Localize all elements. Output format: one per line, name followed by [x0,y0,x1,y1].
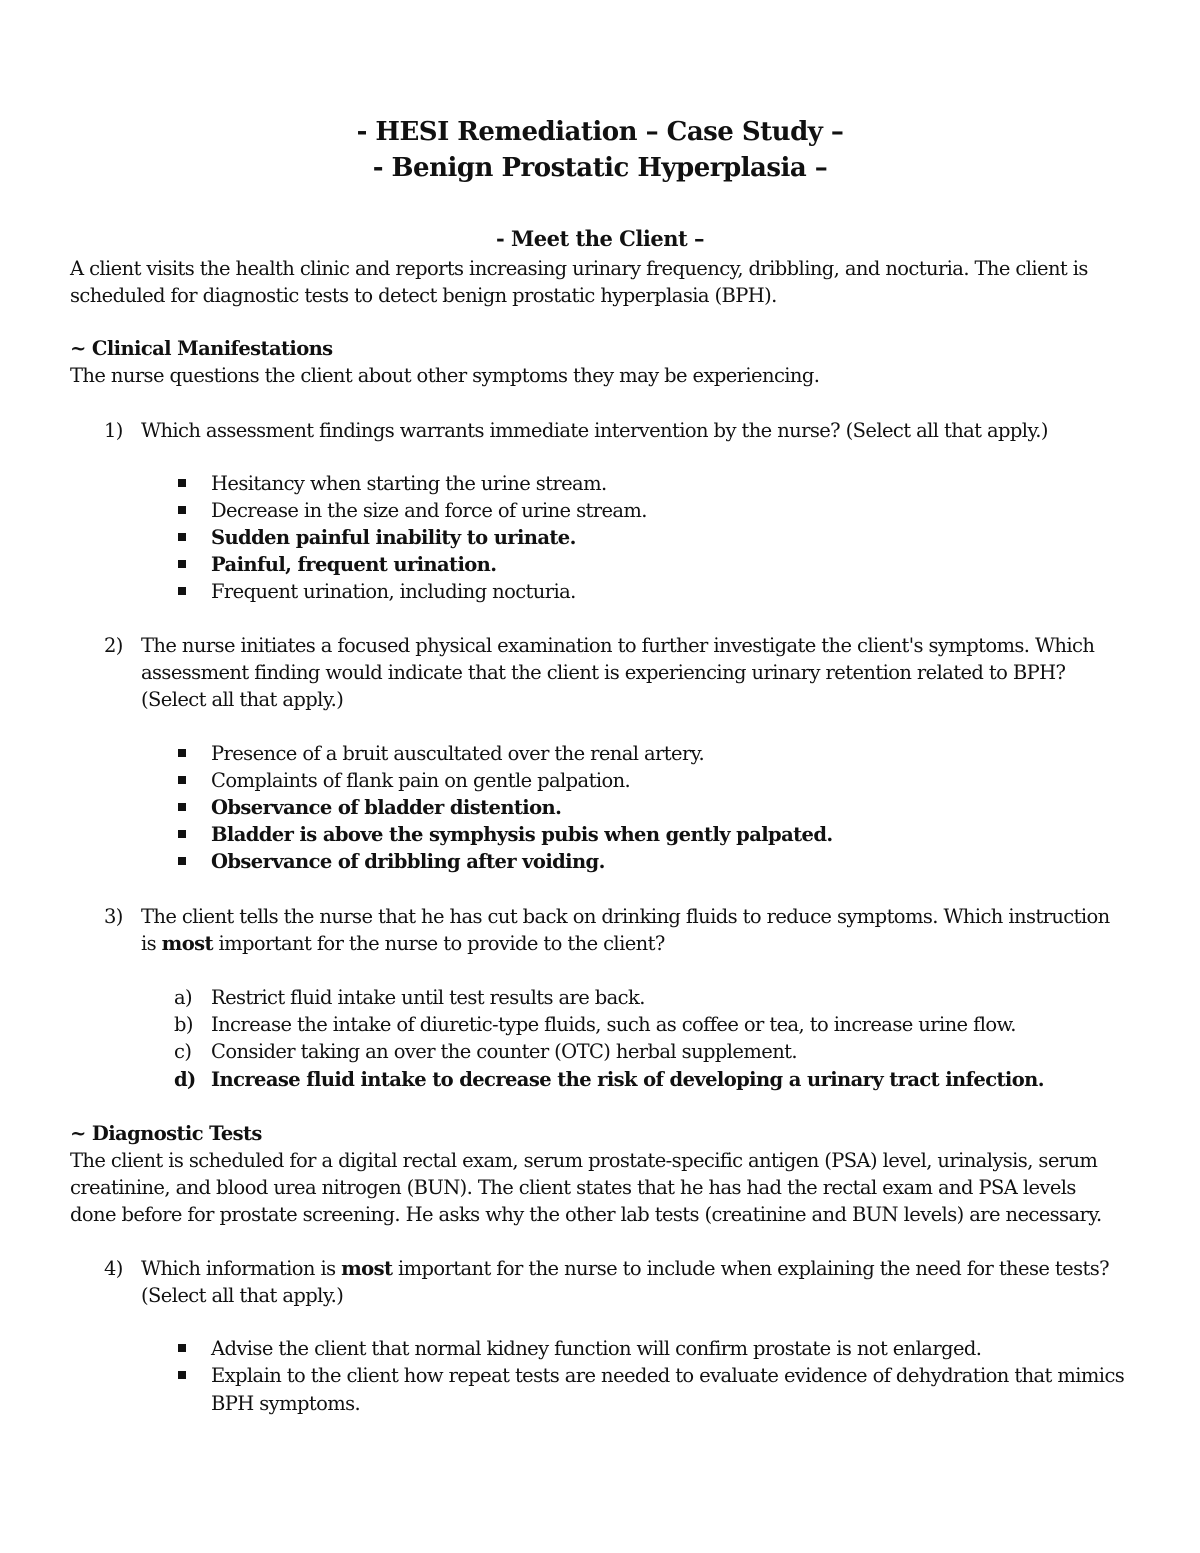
bullet-icon [178,1371,186,1379]
q3-option: Restrict fluid intake until test results are back. [211,986,645,1009]
question-3-text-line-1: The client tells the nurse that he has cut back on drinking fluids to reduce symptoms. Which instruction [141,905,1110,928]
diagnostic-text-line-3: done before for prostate screening. He asks why the other lab tests (creatinine and BUN levels) are necessary. [70,1203,1102,1226]
bullet-icon [178,506,186,514]
q4-option: Explain to the client how repeat tests are needed to evaluate evidence of dehydration that mimics [211,1364,1125,1387]
q3-option-letter-correct: d) [174,1068,196,1091]
q3-option-correct: Increase fluid intake to decrease the risk of developing a urinary tract infection. [211,1068,1044,1091]
bullet-icon [178,749,186,757]
q2-option-correct: Observance of dribbling after voiding. [211,850,605,873]
q1-option: Decrease in the size and force of urine stream. [211,499,647,522]
q2-option: Complaints of flank pain on gentle palpation. [211,769,631,792]
bullet-icon [178,479,186,487]
meet-the-client-heading: - Meet the Client – [496,226,704,251]
bullet-icon [178,803,186,811]
question-2-text-line-3: (Select all that apply.) [141,688,344,711]
bullet-icon [178,533,186,541]
q3-line2-pre: is [141,932,162,955]
diagnostic-text-line-2: creatinine, and blood urea nitrogen (BUN). The client states that he has had the rectal exam and PSA levels [70,1176,1076,1199]
bullet-icon [178,587,186,595]
meet-paragraph-line-2: scheduled for diagnostic tests to detect benign prostatic hyperplasia (BPH). [70,284,777,307]
question-1-number: 1) [104,419,123,442]
q3-option: Consider taking an over the counter (OTC) herbal supplement. [211,1040,797,1063]
question-3-text-line-2 [141,931,665,957]
q3-option-letter: a) [174,986,193,1009]
question-4-text-line-1 [141,1256,1109,1282]
diagnostic-text-line-1: The client is scheduled for a digital rectal exam, serum prostate-specific antigen (PSA) level, urinalysis, serum [70,1149,1098,1172]
clinical-manifestations-heading: ~ Clinical Manifestations [70,337,333,360]
question-1-text: Which assessment findings warrants immediate intervention by the nurse? (Select all that apply.) [141,419,1048,442]
q3-option: Increase the intake of diuretic-type fluids, such as coffee or tea, to increase urine flow. [211,1013,1016,1036]
q3-emphasis-most: most [161,932,213,955]
bullet-icon [178,857,186,865]
q1-option: Frequent urination, including nocturia. [211,580,576,603]
question-3-number: 3) [104,905,123,928]
q3-option-letter: b) [174,1013,193,1036]
bullet-icon [178,830,186,838]
question-2-text-line-2: assessment finding would indicate that the client is experiencing urinary retention related to BPH? [141,661,1066,684]
bullet-icon [178,560,186,568]
q2-option-correct: Observance of bladder distention. [211,796,562,819]
meet-paragraph-line-1: A client visits the health clinic and reports increasing urinary frequency, dribbling, and nocturia. The client is [70,257,1088,280]
question-2-number: 2) [104,634,123,657]
question-4-text-line-2: (Select all that apply.) [141,1284,344,1307]
doc-title-line-1: - HESI Remediation – Case Study – [356,117,844,147]
q1-option: Hesitancy when starting the urine stream. [211,472,607,495]
bullet-icon [178,1344,186,1352]
clinical-manifestations-text: The nurse questions the client about other symptoms they may be experiencing. [70,364,820,387]
question-2-text-line-1: The nurse initiates a focused physical examination to further investigate the client's symptoms. Which [141,634,1095,657]
q2-option: Presence of a bruit auscultated over the renal artery. [211,742,705,765]
diagnostic-tests-heading: ~ Diagnostic Tests [70,1122,262,1145]
q3-line2-post: important for the nurse to provide to the client? [212,932,665,955]
q3-option-letter: c) [174,1040,192,1063]
q4-option-continuation: BPH symptoms. [211,1392,361,1415]
q1-option-correct: Sudden painful inability to urinate. [211,526,576,549]
bullet-icon [178,776,186,784]
q4-line1-pre: Which information is [141,1257,342,1280]
q4-emphasis-most: most [341,1257,393,1280]
q1-option-correct: Painful, frequent urination. [211,553,497,576]
q4-option: Advise the client that normal kidney function will confirm prostate is not enlarged. [211,1337,982,1360]
q2-option-correct: Bladder is above the symphysis pubis when gently palpated. [211,823,833,846]
question-4-number: 4) [104,1257,123,1280]
q4-line1-post: important for the nurse to include when explaining the need for these tests? [392,1257,1109,1280]
doc-title-line-2: - Benign Prostatic Hyperplasia – [372,153,828,183]
